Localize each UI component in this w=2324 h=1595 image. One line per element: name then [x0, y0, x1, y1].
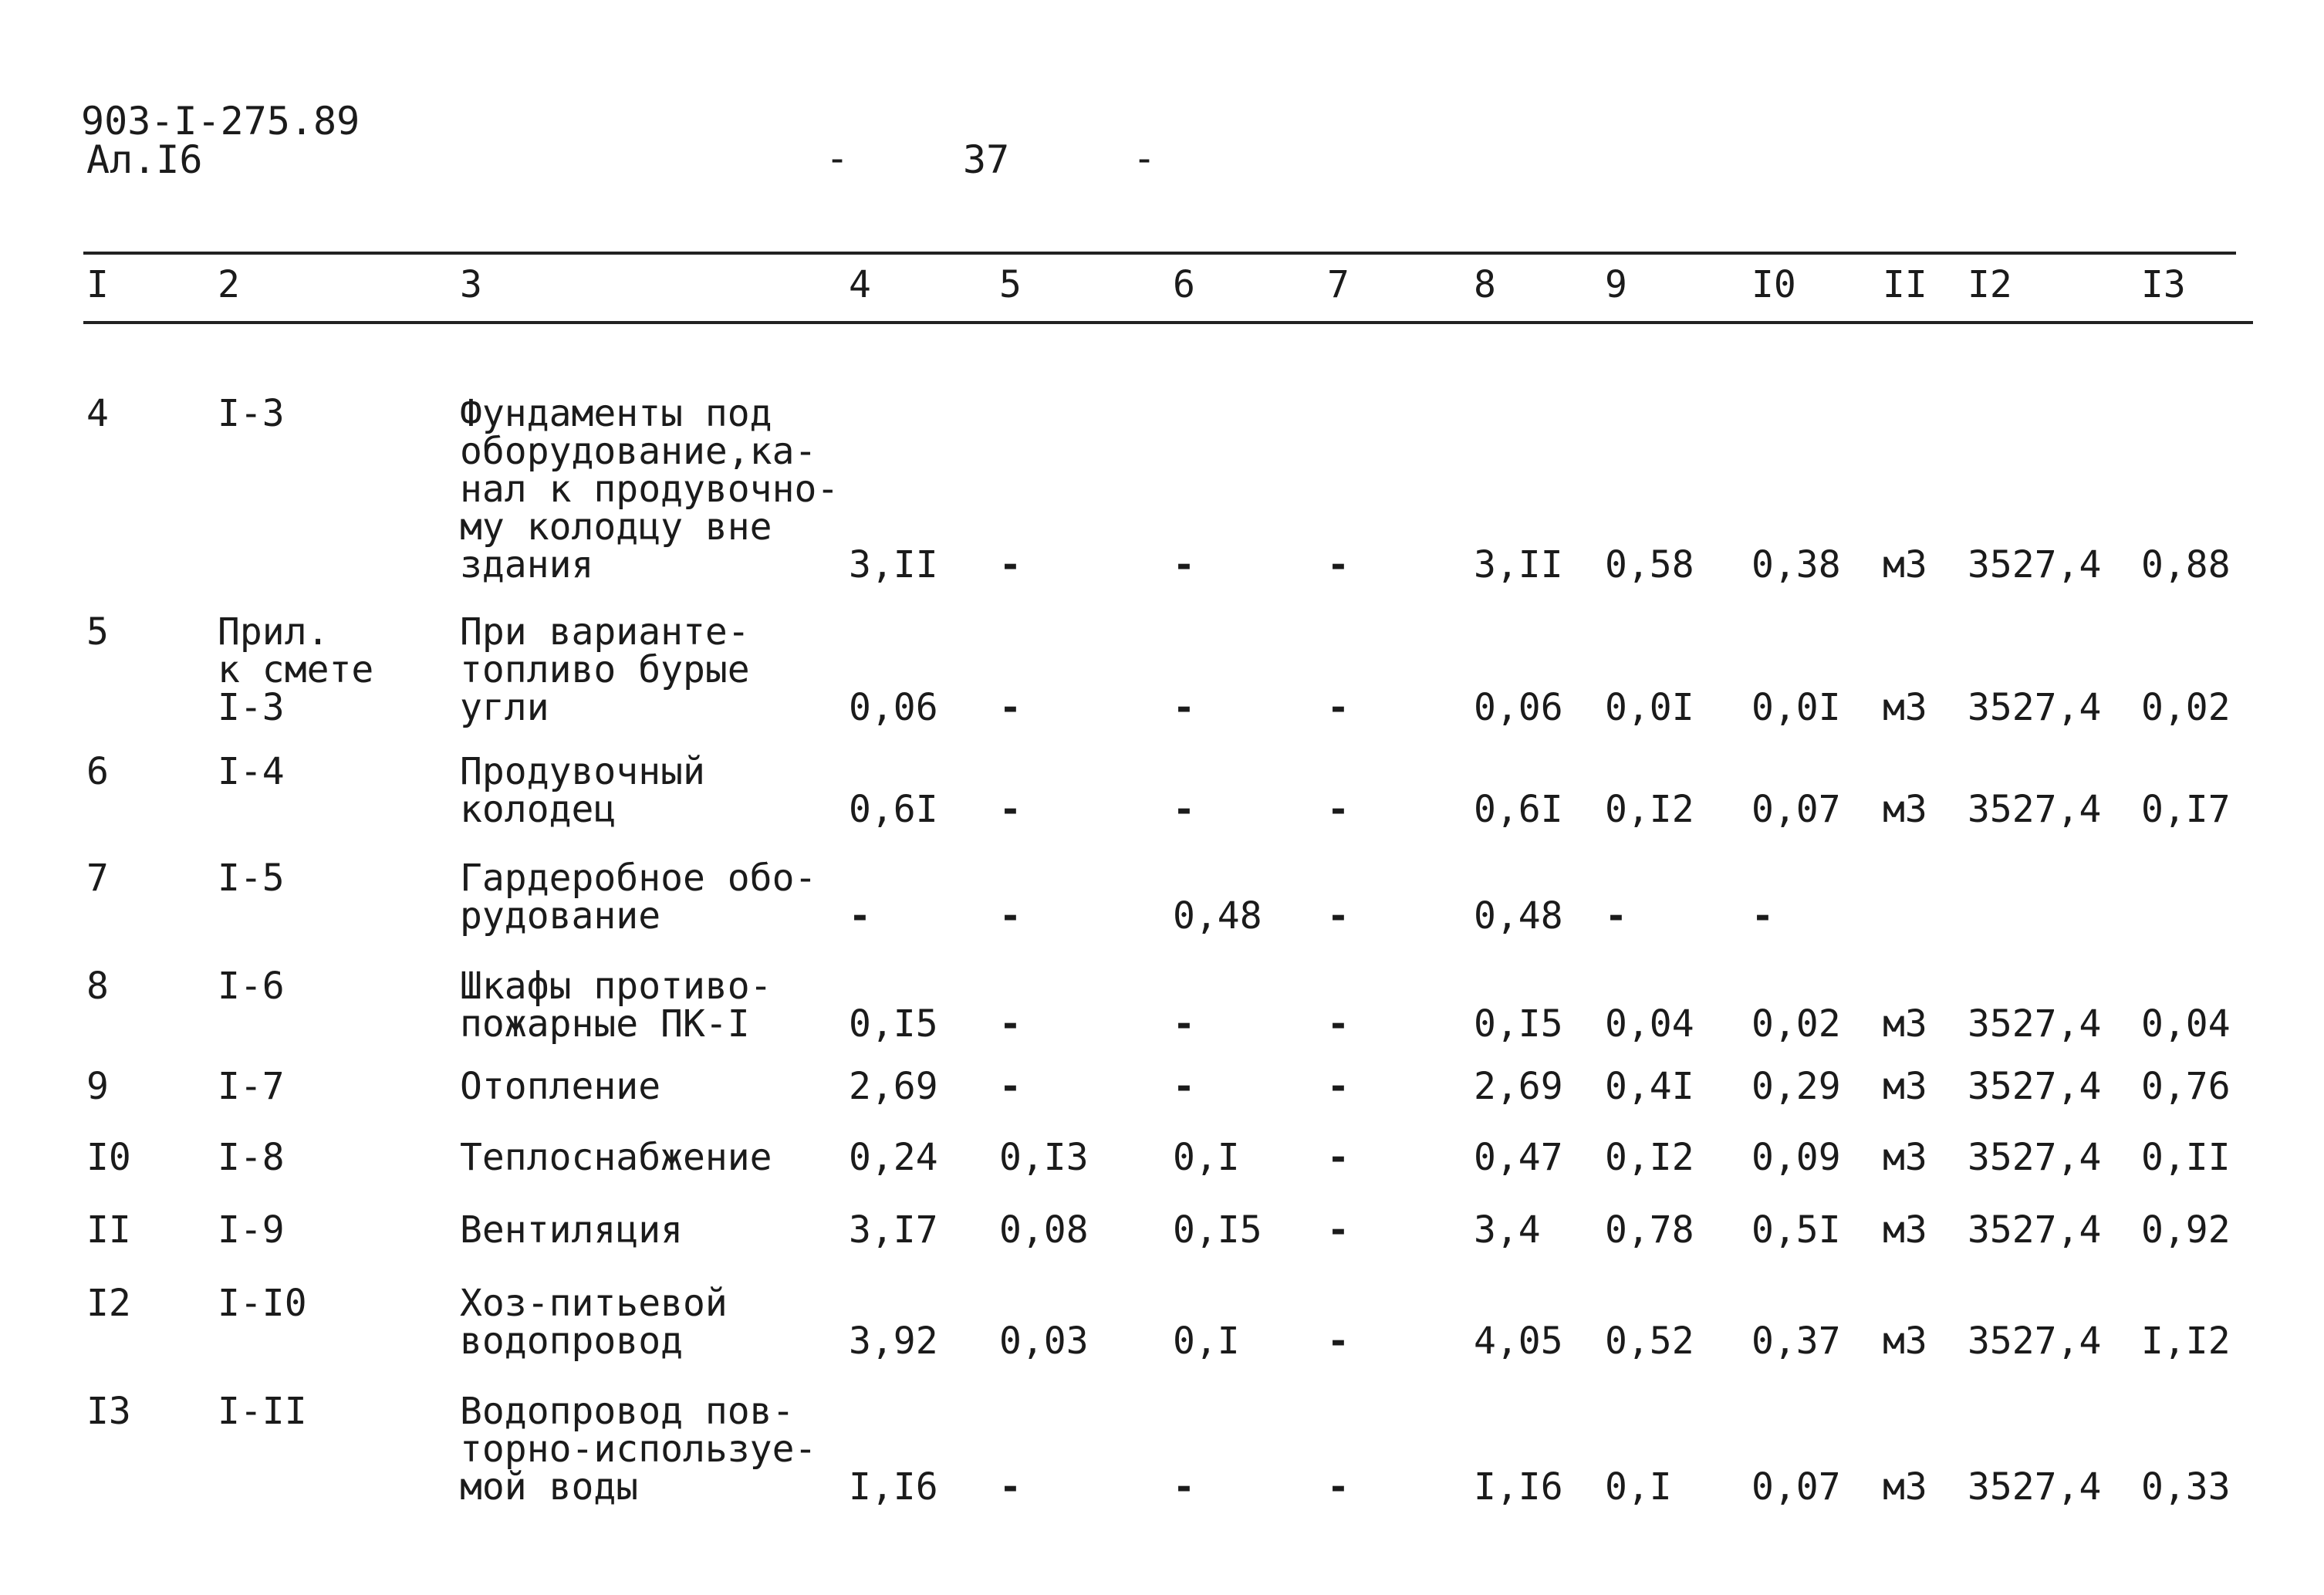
value-col-7: - [1327, 1465, 1349, 1509]
value-col-7: - [1327, 543, 1349, 586]
column-header-8: 8 [1474, 263, 1496, 306]
value-col-10: - [1751, 894, 1774, 938]
row-number: 4 [86, 392, 109, 435]
value-col-13: 0,33 [2141, 1465, 2231, 1509]
value-col-13: 0,92 [2141, 1208, 2231, 1252]
estimate-ref: I-5 [218, 857, 285, 900]
value-col-5: - [999, 1065, 1022, 1108]
value-col-10: 0,02 [1751, 1002, 1841, 1046]
value-col-5: 0,08 [999, 1208, 1089, 1252]
value-col-13: 0,II [2141, 1136, 2231, 1179]
value-col-8: 0,48 [1474, 894, 1563, 938]
value-col-7: - [1327, 1002, 1349, 1046]
estimate-ref: к смете [218, 648, 374, 691]
work-name: Гардеробное обо- [460, 857, 817, 900]
value-col-10: 0,37 [1751, 1320, 1841, 1363]
value-col-11: м3 [1883, 1065, 1927, 1108]
column-header-4: 4 [849, 263, 871, 306]
value-col-9: 0,78 [1605, 1208, 1694, 1252]
value-col-4: 3,II [849, 543, 938, 586]
value-col-13: 0,88 [2141, 543, 2231, 586]
value-col-9: - [1605, 894, 1627, 938]
value-col-8: 0,47 [1474, 1136, 1563, 1179]
sheet-number: Ал.I6 [86, 137, 203, 182]
value-col-8: 0,I5 [1474, 1002, 1563, 1046]
value-col-4: 0,24 [849, 1136, 938, 1179]
value-col-6: - [1173, 1002, 1195, 1046]
value-col-5: - [999, 894, 1022, 938]
estimate-ref: I-I0 [218, 1282, 307, 1325]
work-name: Теплоснабжение [460, 1136, 772, 1179]
value-col-6: - [1173, 543, 1195, 586]
value-col-11: м3 [1883, 1002, 1927, 1046]
row-number: 5 [86, 610, 109, 654]
work-name: му колодцу вне [460, 505, 772, 549]
value-col-11: м3 [1883, 1465, 1927, 1509]
value-col-9: 0,I [1605, 1465, 1672, 1509]
value-col-6: 0,I [1173, 1320, 1240, 1363]
value-col-8: 3,4 [1474, 1208, 1541, 1252]
value-col-11: м3 [1883, 1320, 1927, 1363]
work-name: Хоз-питьевой [460, 1282, 728, 1325]
value-col-10: 0,5I [1751, 1208, 1841, 1252]
row-number: II [86, 1208, 131, 1252]
value-col-4: 2,69 [849, 1065, 938, 1108]
value-col-10: 0,07 [1751, 788, 1841, 831]
value-col-5: - [999, 686, 1022, 729]
work-name: Водопровод пов- [460, 1390, 795, 1433]
value-col-6: 0,I5 [1173, 1208, 1262, 1252]
value-col-5: 0,I3 [999, 1136, 1089, 1179]
work-name: пожарные ПК-I [460, 1002, 750, 1046]
value-col-12: 3527,4 [1968, 1465, 2102, 1509]
value-col-7: - [1327, 1208, 1349, 1252]
estimate-ref: I-9 [218, 1208, 285, 1252]
value-col-5: - [999, 1465, 1022, 1509]
value-col-11: м3 [1883, 788, 1927, 831]
value-col-9: 0,04 [1605, 1002, 1694, 1046]
document-code: 903-I-275.89 [81, 99, 360, 144]
value-col-7: - [1327, 894, 1349, 938]
table-top-rule [83, 252, 2236, 255]
value-col-4: 3,92 [849, 1320, 938, 1363]
work-name: рудование [460, 894, 661, 938]
estimate-ref: I-3 [218, 392, 285, 435]
column-header-11: II [1883, 263, 1927, 306]
row-number: I0 [86, 1136, 131, 1179]
row-number: 7 [86, 857, 109, 900]
row-number: I2 [86, 1282, 131, 1325]
value-col-8: 3,II [1474, 543, 1563, 586]
work-name: топливо бурые [460, 648, 750, 691]
value-col-12: 3527,4 [1968, 1002, 2102, 1046]
value-col-6: - [1173, 686, 1195, 729]
value-col-12: 3527,4 [1968, 543, 2102, 586]
value-col-8: 4,05 [1474, 1320, 1563, 1363]
value-col-4: 0,I5 [849, 1002, 938, 1046]
work-name: При варианте- [460, 610, 750, 654]
value-col-12: 3527,4 [1968, 1136, 2102, 1179]
work-name: водопровод [460, 1320, 683, 1363]
value-col-4: 3,I7 [849, 1208, 938, 1252]
value-col-13: 0,76 [2141, 1065, 2231, 1108]
value-col-9: 0,I2 [1605, 788, 1694, 831]
value-col-10: 0,0I [1751, 686, 1841, 729]
estimate-ref: I-6 [218, 965, 285, 1008]
value-col-7: - [1327, 686, 1349, 729]
work-name: оборудование,ка- [460, 430, 817, 473]
column-header-5: 5 [999, 263, 1022, 306]
column-header-6: 6 [1173, 263, 1195, 306]
column-header-7: 7 [1327, 263, 1349, 306]
page-number: 37 [963, 137, 1010, 182]
work-name: Шкафы противо- [460, 965, 772, 1008]
value-col-8: 0,6I [1474, 788, 1563, 831]
value-col-8: 0,06 [1474, 686, 1563, 729]
value-col-7: - [1327, 788, 1349, 831]
estimate-ref: Прил. [218, 610, 329, 654]
value-col-9: 0,4I [1605, 1065, 1694, 1108]
estimate-ref: I-7 [218, 1065, 285, 1108]
value-col-9: 0,I2 [1605, 1136, 1694, 1179]
value-col-11: м3 [1883, 1208, 1927, 1252]
value-col-12: 3527,4 [1968, 788, 2102, 831]
value-col-6: 0,I [1173, 1136, 1240, 1179]
work-name: Продувочный [460, 750, 705, 793]
value-col-4: I,I6 [849, 1465, 938, 1509]
value-col-7: - [1327, 1065, 1349, 1108]
value-col-4: - [849, 894, 871, 938]
value-col-8: 2,69 [1474, 1065, 1563, 1108]
work-name: колодец [460, 788, 616, 831]
value-col-13: 0,02 [2141, 686, 2231, 729]
value-col-9: 0,0I [1605, 686, 1694, 729]
value-col-10: 0,38 [1751, 543, 1841, 586]
value-col-10: 0,07 [1751, 1465, 1841, 1509]
column-header-9: 9 [1605, 263, 1627, 306]
work-name: Фундаменты под [460, 392, 772, 435]
value-col-4: 0,06 [849, 686, 938, 729]
value-col-6: - [1173, 788, 1195, 831]
column-header-1: I [86, 263, 109, 306]
row-number: 8 [86, 965, 109, 1008]
estimate-ref: I-3 [218, 686, 285, 729]
column-header-10: I0 [1751, 263, 1796, 306]
column-header-13: I3 [2141, 263, 2186, 306]
value-col-9: 0,58 [1605, 543, 1694, 586]
value-col-11: м3 [1883, 686, 1927, 729]
work-name: нал к продувочно- [460, 468, 839, 511]
table-header-bottom-rule [83, 321, 2253, 324]
value-col-6: - [1173, 1465, 1195, 1509]
value-col-11: м3 [1883, 543, 1927, 586]
page-number-dash-right: - [1133, 136, 1157, 181]
work-name: здания [460, 543, 594, 586]
column-header-12: I2 [1968, 263, 2012, 306]
row-number: 6 [86, 750, 109, 793]
value-col-12: 3527,4 [1968, 1320, 2102, 1363]
value-col-5: - [999, 1002, 1022, 1046]
value-col-12: 3527,4 [1968, 1208, 2102, 1252]
value-col-13: 0,04 [2141, 1002, 2231, 1046]
work-name: Отопление [460, 1065, 661, 1108]
estimate-ref: I-4 [218, 750, 285, 793]
value-col-9: 0,52 [1605, 1320, 1694, 1363]
work-name: мой воды [460, 1465, 639, 1509]
column-header-2: 2 [218, 263, 240, 306]
value-col-10: 0,29 [1751, 1065, 1841, 1108]
value-col-5: - [999, 543, 1022, 586]
column-header-3: 3 [460, 263, 482, 306]
value-col-4: 0,6I [849, 788, 938, 831]
value-col-12: 3527,4 [1968, 1065, 2102, 1108]
value-col-6: - [1173, 1065, 1195, 1108]
value-col-12: 3527,4 [1968, 686, 2102, 729]
value-col-6: 0,48 [1173, 894, 1262, 938]
value-col-13: I,I2 [2141, 1320, 2231, 1363]
row-number: 9 [86, 1065, 109, 1108]
work-name: угли [460, 686, 549, 729]
value-col-7: - [1327, 1320, 1349, 1363]
work-name: Вентиляция [460, 1208, 683, 1252]
value-col-11: м3 [1883, 1136, 1927, 1179]
value-col-13: 0,I7 [2141, 788, 2231, 831]
page-number-dash-left: - [826, 136, 850, 181]
value-col-5: 0,03 [999, 1320, 1089, 1363]
value-col-10: 0,09 [1751, 1136, 1841, 1179]
row-number: I3 [86, 1390, 131, 1433]
estimate-ref: I-II [218, 1390, 307, 1433]
value-col-5: - [999, 788, 1022, 831]
value-col-7: - [1327, 1136, 1349, 1179]
estimate-ref: I-8 [218, 1136, 285, 1179]
work-name: торно-используе- [460, 1428, 817, 1471]
value-col-8: I,I6 [1474, 1465, 1563, 1509]
